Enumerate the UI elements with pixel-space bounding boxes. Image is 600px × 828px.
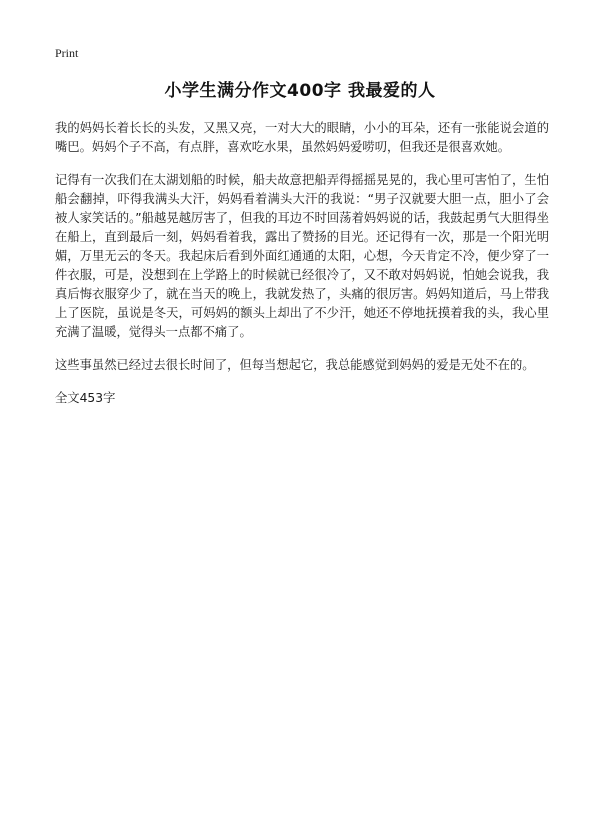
print-link[interactable]: Print	[55, 46, 79, 60]
article-title: 小学生满分作文400字 我最爱的人	[164, 81, 436, 101]
article-paragraph: 这些事虽然已经过去很长时间了，但每当想起它，我总能感觉到妈妈的爱是无处不在的。	[55, 358, 535, 372]
article-body	[55, 119, 549, 408]
article-paragraph: 我的妈妈长着长长的头发，又黑又亮，一对大大的眼睛，小小的耳朵，还有一张能说会道的嘴巴。妈妈个子不高，有点胖，喜欢吃水果，虽然妈妈爱唠叨，但我还是很喜欢她。	[55, 121, 549, 154]
word-count: 全文453字	[55, 391, 116, 405]
article-paragraph: 记得有一次我们在太湖划船的时候，船夫故意把船弄得摇摇晃晃的，我心里可害怕了，生怕船会翻掉，吓得我满头大汗，妈妈看着满头大汗的我说：“男子汉就要大胆一点，胆小了会被人家笑话的。”船越晃越厉害了，但我的耳边不时回荡着妈妈说的话，我鼓起勇气大胆得坐在船上，直到最后一刻，妈妈看着我，露出了赞扬的目光。还记得有一次，那是一个阳光明媚，万里无云的冬天。我起床后看到外面红通通的太阳，心想，今天肯定不冷，便少穿了一件衣服，可是，没想到在上学路上的时候就已经很冷了，又不敢对妈妈说，怕她会说我，我真后悔衣服穿少了，就在当天的晚上，我就发热了，头痛的很厉害。妈妈知道后，马上带我上了医院，虽说是冬天，可妈妈的额头上却出了不少汗，她还不停地抚摸着我的头，我心里充满了温暖，觉得头一点都不痛了。	[55, 173, 549, 339]
